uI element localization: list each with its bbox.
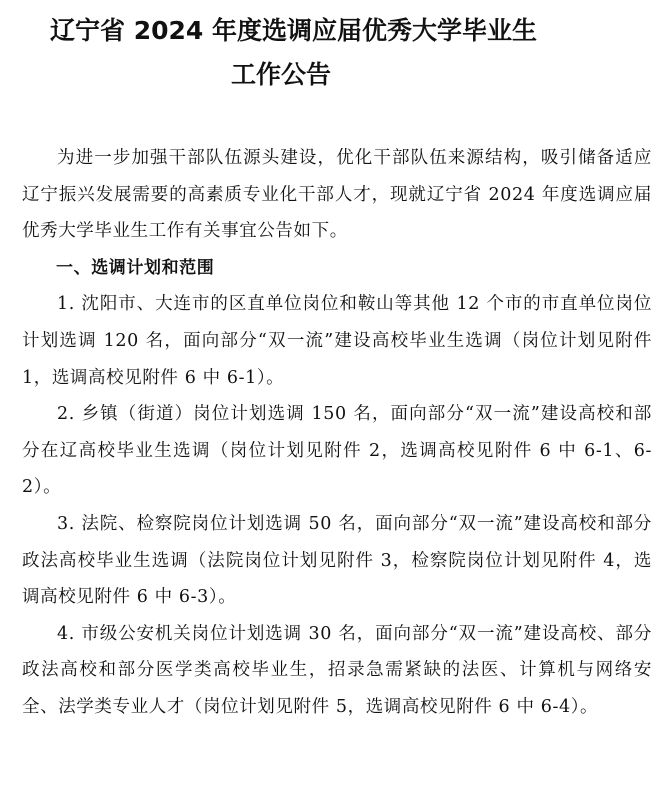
section-heading-selection-plan: 一、选调计划和范围 bbox=[56, 257, 215, 278]
document-title-line-2: 工作公告 bbox=[231, 60, 332, 89]
intro-paragraph: 为进一步加强干部队伍源头建设，优化干部队伍来源结构，吸引储备适应辽宁振兴发展需要的高素质专业化干部人才，现就辽宁省 2024 年度选调应届优秀大学毕业生工作有关事宜公告如下。 bbox=[22, 148, 652, 242]
document-body bbox=[22, 140, 652, 726]
list-item-plan-2: 2. 乡镇（街道）岗位计划选调 150 名，面向部分“双一流”建设高校和部分在辽高校毕业生选调（岗位计划见附件 2，选调高校见附件 6 中 6-1、6-2）。 bbox=[22, 404, 652, 498]
document-title-line-1: 辽宁省 2024 年度选调应届优秀大学毕业生 bbox=[50, 16, 537, 45]
list-item-plan-3: 3. 法院、检察院岗位计划选调 50 名，面向部分“双一流”建设高校和部分政法高校毕业生选调（法院岗位计划见附件 3，检察院岗位计划见附件 4，选调高校见附件 6 中 6-3）。 bbox=[22, 513, 652, 608]
list-item-plan-4: 4. 市级公安机关岗位计划选调 30 名，面向部分“双一流”建设高校、部分政法高校和部分医学类高校毕业生，招录急需紧缺的法医、计算机与网络安全、法学类专业人才（岗位计划见附件 5，选调高校见附件 6 中 6-4）。 bbox=[22, 623, 652, 717]
list-item-plan-1: 1. 沈阳市、大连市的区直单位岗位和鞍山等其他 12 个市的市直单位岗位计划选调 120 名，面向部分“双一流”建设高校毕业生选调（岗位计划见附件 1，选调高校见附件 6 中 6-1）。 bbox=[22, 294, 652, 388]
